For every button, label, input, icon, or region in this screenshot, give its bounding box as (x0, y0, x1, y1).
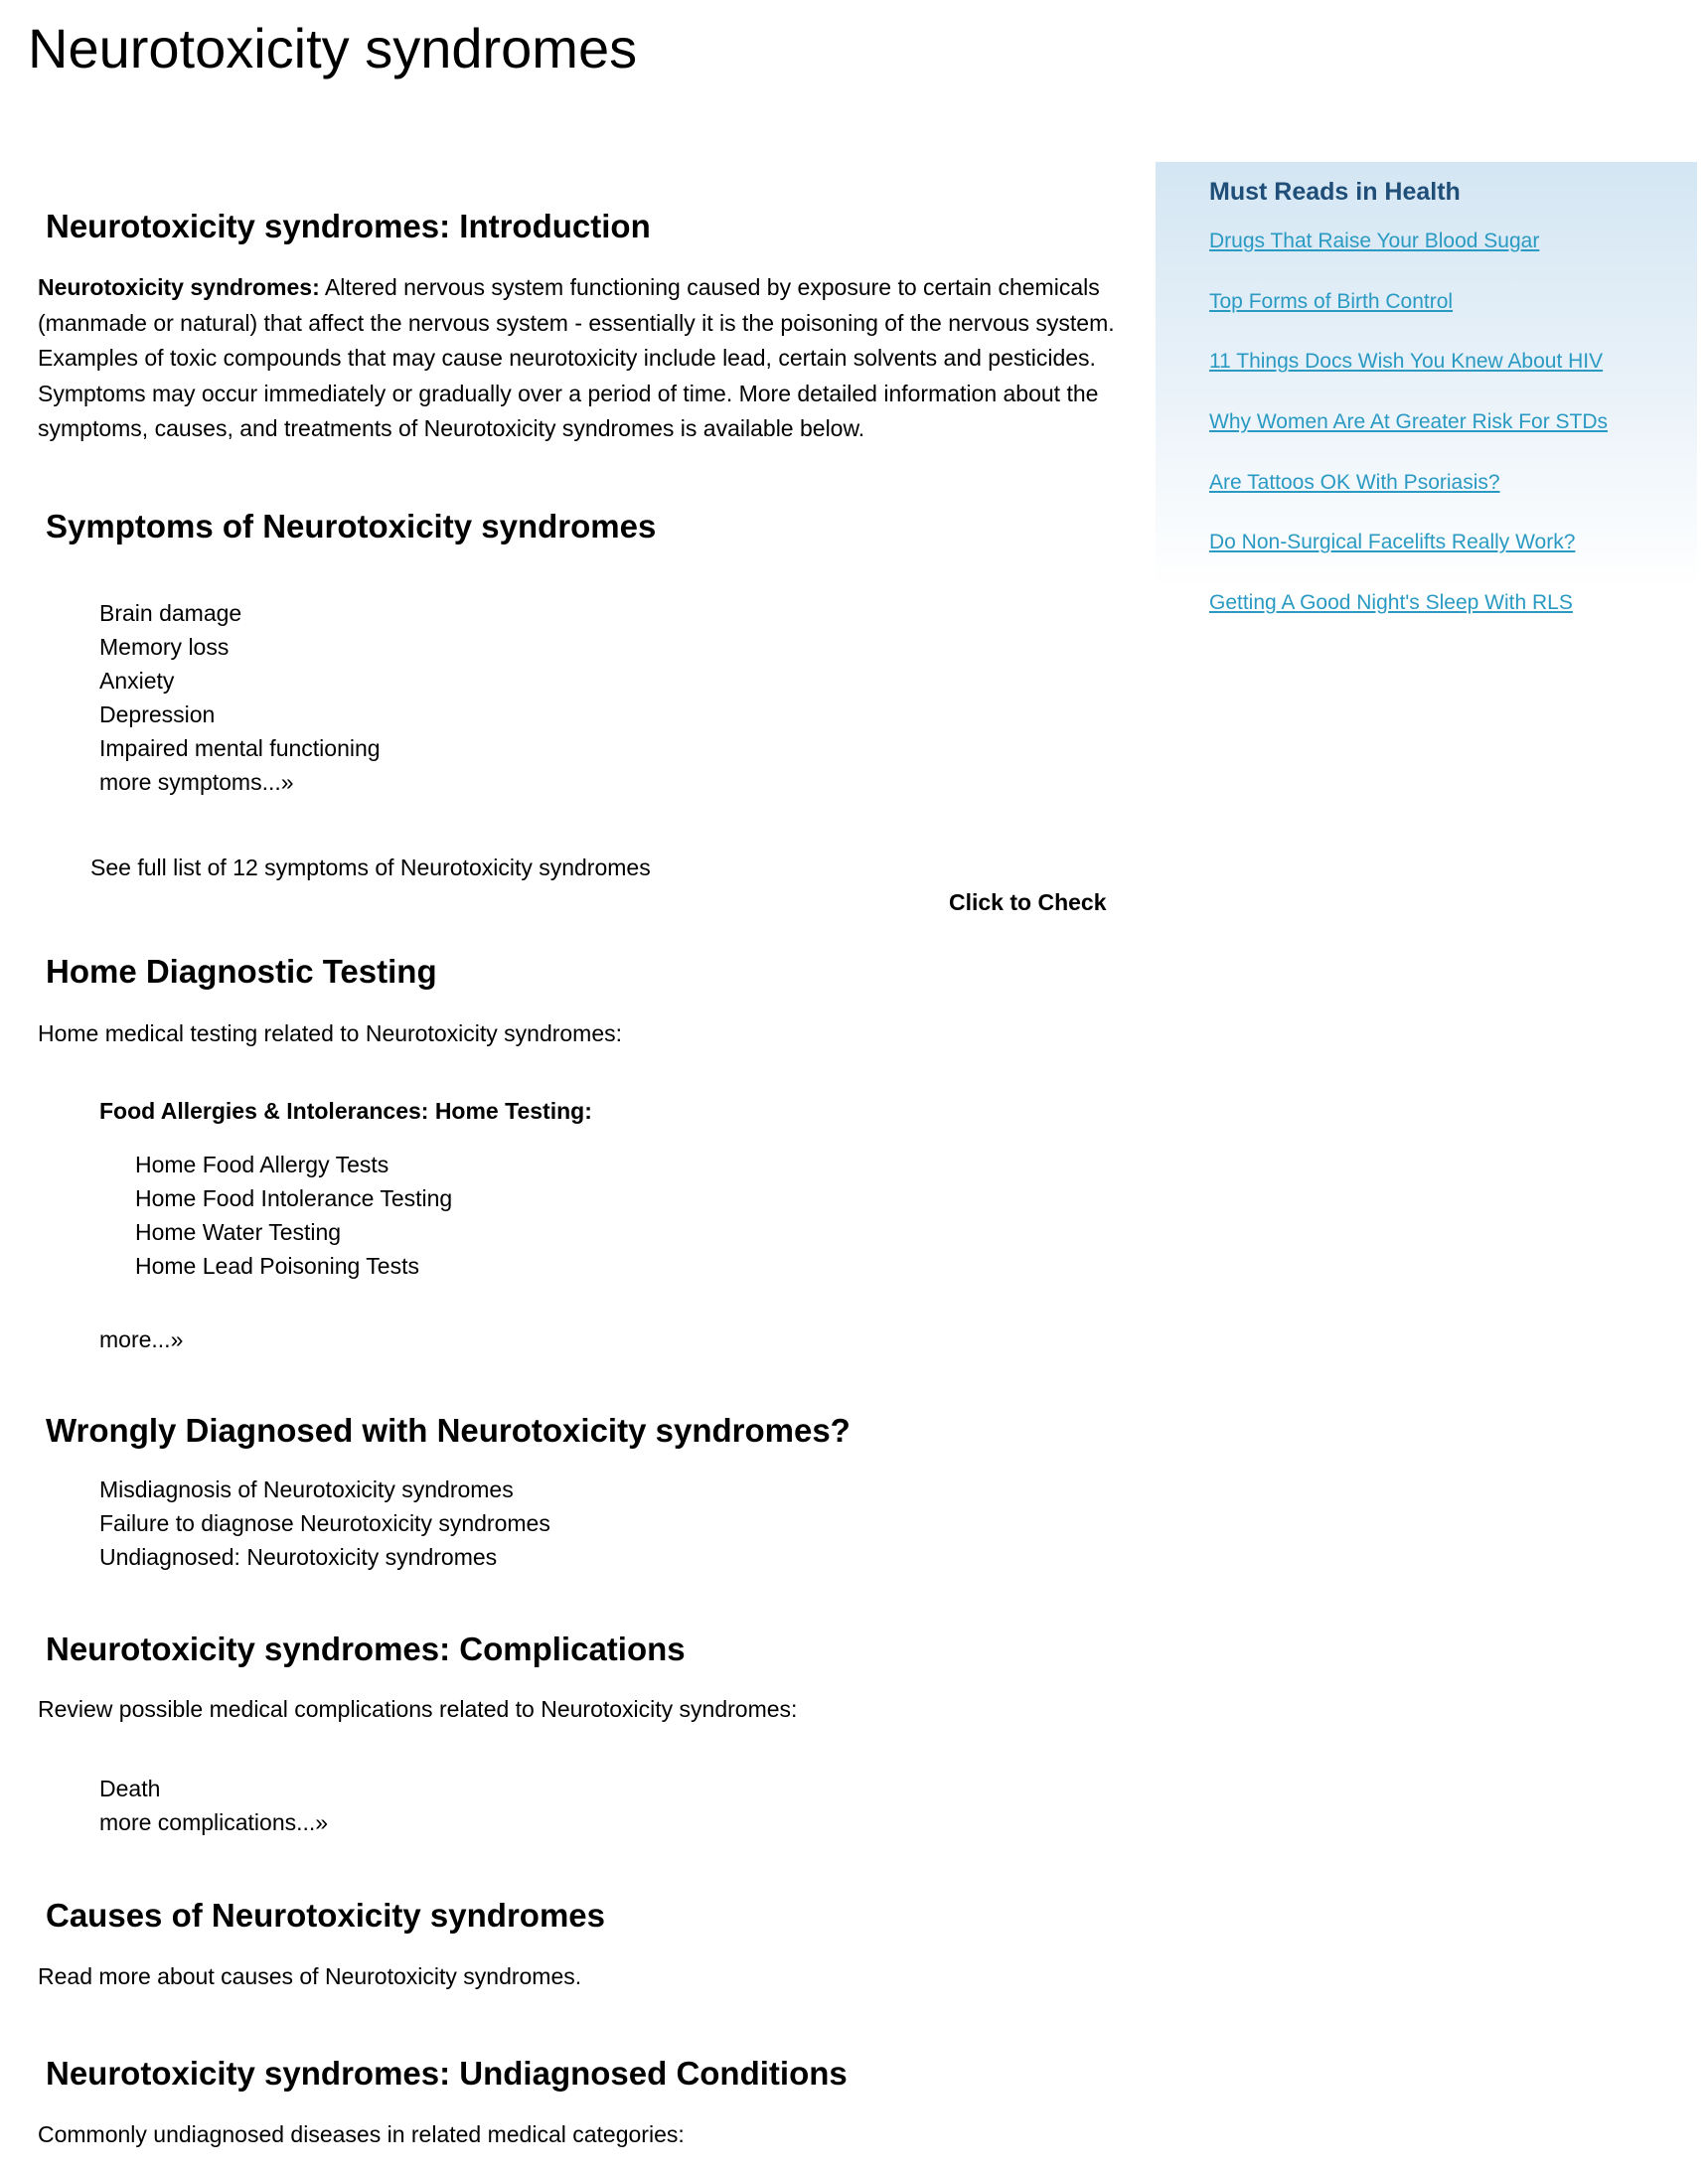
more-symptoms-link[interactable]: more symptoms...» (99, 769, 294, 795)
list-item[interactable]: Home Water Testing (135, 1219, 342, 1245)
click-to-check-button[interactable]: Click to Check (949, 889, 1107, 915)
list-item (1209, 225, 1608, 285)
list-item[interactable]: Undiagnosed: Neurotoxicity syndromes (99, 1544, 498, 1570)
list-item (1209, 345, 1608, 405)
must-read-link[interactable]: Do Non-Surgical Facelifts Really Work? (1209, 531, 1576, 554)
list-item: Depression (99, 701, 216, 727)
more-complications-link[interactable]: more complications...» (99, 1809, 329, 1835)
list-item[interactable]: Misdiagnosis of Neurotoxicity syndromes (99, 1477, 514, 1502)
wrongly-diagnosed-list (99, 1473, 550, 1574)
list-item[interactable]: Home Lead Poisoning Tests (135, 1253, 419, 1279)
full-symptoms-link[interactable]: See full list of 12 symptoms of Neurotoxicity syndromes (90, 855, 651, 880)
home-testing-more-link[interactable]: more...» (99, 1326, 184, 1352)
undiagnosed-heading: Neurotoxicity syndromes: Undiagnosed Conditions (46, 2055, 848, 2092)
home-testing-intro: Home medical testing related to Neurotoxicity syndromes: (38, 1020, 623, 1046)
causes-link[interactable]: Read more about causes of Neurotoxicity syndromes. (38, 1963, 582, 1989)
list-item (1209, 586, 1608, 647)
list-item: Anxiety (99, 668, 175, 694)
intro-text: Altered nervous system functioning caused by exposure to certain chemicals (manmade or natural) that affect the nervous system - essentially it is the poisoning of the nervous system. Examples of toxic compounds that may cause neurotoxicity include lead, certain solvents and pesticides. Symptoms may occur immediately or gradually over a period of time. More detailed information about the symptoms, causes, and treatments of Neurotoxicity syndromes is available below. (38, 274, 1115, 441)
complications-list (99, 1772, 328, 1839)
list-item: Impaired mental functioning (99, 735, 381, 761)
must-read-link[interactable]: 11 Things Docs Wish You Knew About HIV (1209, 350, 1604, 374)
must-read-link[interactable]: Getting A Good Night's Sleep With RLS (1209, 591, 1573, 615)
intro-paragraph (38, 270, 1131, 447)
list-item: Memory loss (99, 634, 230, 660)
page-title: Neurotoxicity syndromes (28, 17, 638, 79)
must-read-link[interactable]: Are Tattoos OK With Psoriasis? (1209, 470, 1500, 494)
list-item[interactable]: Home Food Intolerance Testing (135, 1185, 453, 1211)
must-read-link[interactable]: Top Forms of Birth Control (1209, 289, 1454, 313)
symptoms-heading: Symptoms of Neurotoxicity syndromes (46, 508, 657, 544)
home-testing-list (135, 1148, 452, 1283)
undiagnosed-text: Commonly undiagnosed diseases in related medical categories: (38, 2121, 685, 2147)
must-reads-title: Must Reads in Health (1209, 178, 1461, 206)
must-read-link[interactable]: Why Women Are At Greater Risk For STDs (1209, 410, 1609, 434)
complications-intro: Review possible medical complications related to Neurotoxicity syndromes: (38, 1696, 798, 1722)
list-item: Brain damage (99, 600, 242, 626)
symptoms-list (99, 596, 381, 799)
list-item[interactable]: Failure to diagnose Neurotoxicity syndromes (99, 1510, 550, 1536)
list-item (1209, 405, 1608, 466)
intro-heading: Neurotoxicity syndromes: Introduction (46, 208, 651, 244)
list-item (1209, 466, 1608, 527)
must-read-link[interactable]: Drugs That Raise Your Blood Sugar (1209, 230, 1540, 252)
must-reads-list (1209, 225, 1608, 647)
complications-heading: Neurotoxicity syndromes: Complications (46, 1631, 686, 1667)
home-testing-heading: Home Diagnostic Testing (46, 953, 437, 990)
list-item: Death (99, 1776, 161, 1801)
causes-heading: Causes of Neurotoxicity syndromes (46, 1897, 605, 1934)
list-item (1209, 526, 1608, 586)
list-item (1209, 285, 1608, 346)
wrongly-diagnosed-heading: Wrongly Diagnosed with Neurotoxicity syndromes? (46, 1412, 851, 1449)
intro-term: Neurotoxicity syndromes: (38, 274, 320, 300)
list-item[interactable]: Home Food Allergy Tests (135, 1152, 389, 1177)
home-testing-category: Food Allergies & Intolerances: Home Testing: (99, 1098, 592, 1124)
